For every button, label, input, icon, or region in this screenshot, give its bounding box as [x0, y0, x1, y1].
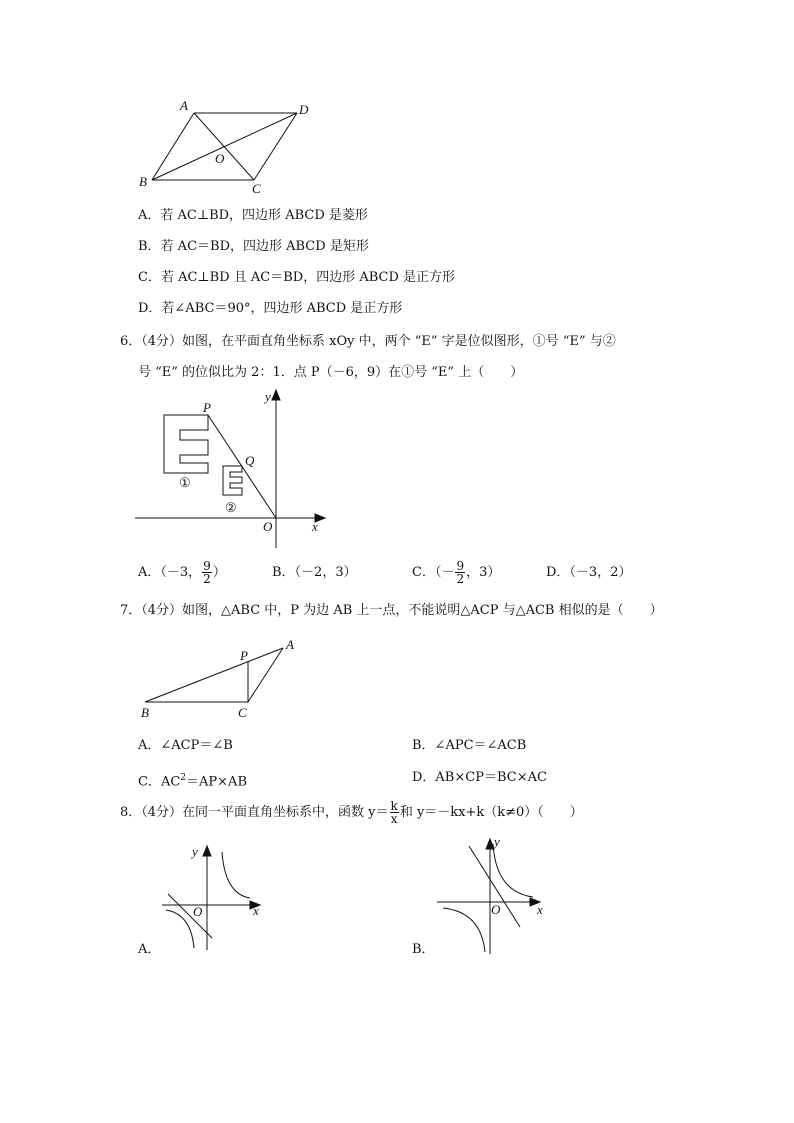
- fraction: [202, 560, 212, 585]
- q6-option-a-prefix: A．（－3，: [138, 565, 202, 580]
- label-origin: O: [491, 902, 501, 917]
- q6-stem-line1: 6．（4分）如图，在平面直角坐标系 xOy 中，两个 “E” 字是位似图形，①号 “E” 与②: [120, 334, 616, 349]
- q7-option-c-suffix: ＝AP×AB: [186, 774, 248, 790]
- axis-label-x: x: [253, 903, 259, 918]
- label-o: O: [215, 151, 225, 166]
- q7-option-c-prefix: C．AC: [138, 774, 181, 790]
- label-circled-1: ①: [179, 475, 191, 490]
- q7-option-d: D．AB×CP＝BC×AC: [412, 770, 547, 785]
- q7-stem: 7．（4分）如图，△ABC 中，P 为边 AB 上一点，不能说明△ACP 与△ACB 相似的是（ ）: [120, 603, 663, 618]
- axis-label-x: x: [537, 902, 543, 917]
- q7-option-c: [138, 770, 247, 790]
- fraction-numerator: k: [390, 799, 398, 813]
- label-c: C: [238, 705, 247, 720]
- q7-option-a: A．∠ACP＝∠B: [138, 738, 233, 753]
- label-origin: O: [263, 519, 273, 534]
- hyperbola-branch-q3: [443, 908, 485, 952]
- label-origin: O: [193, 904, 203, 919]
- q8-option-a: A．: [138, 942, 161, 957]
- fraction-denominator: 2: [456, 572, 465, 586]
- q8-stem-suffix: 和 y＝－kx+k（k≠0）（ ）: [399, 805, 583, 820]
- label-circled-2: ②: [225, 500, 237, 515]
- fraction-numerator: 9: [203, 559, 211, 573]
- straight-line: [168, 894, 212, 938]
- graph-b: [435, 832, 550, 957]
- label-q: Q: [245, 453, 255, 468]
- label-c: C: [252, 181, 261, 196]
- q6-stem-line2: 号 “E” 的位似比为 2：1．点 P（－6，9）在①号 “E” 上（ ）: [138, 365, 524, 380]
- q8-stem: [120, 800, 583, 825]
- q6-option-c-prefix: C．（－: [412, 565, 455, 580]
- label-p: P: [203, 400, 211, 415]
- q5-option-c: C．若 AC⊥BD 且 AC＝BD，四边形 ABCD 是正方形: [138, 270, 456, 285]
- graph-a: [160, 838, 270, 953]
- side-ca: [248, 648, 283, 702]
- q7-option-b: B．∠APC＝∠ACB: [412, 738, 527, 753]
- fraction-numerator: 9: [456, 559, 465, 573]
- side-ba: [145, 648, 283, 702]
- triangle-figure: [135, 635, 305, 725]
- q5-option-a: A．若 AC⊥BD，四边形 ABCD 是菱形: [138, 208, 368, 223]
- label-b: B: [139, 174, 147, 189]
- fraction-denominator: 2: [203, 572, 211, 586]
- q6-option-c-suffix: ，3）: [466, 565, 501, 580]
- q6-option-a: [138, 560, 226, 585]
- q6-option-d: D．（－3，2）: [546, 565, 632, 580]
- axis-label-y: y: [265, 389, 271, 404]
- axis-label-y: y: [494, 834, 500, 849]
- q6-option-c: [412, 560, 500, 585]
- q6-option-a-suffix: ）: [212, 565, 226, 580]
- q5-option-b: B．若 AC＝BD，四边形 ABCD 是矩形: [138, 239, 369, 254]
- homothety-e-figure: [135, 385, 335, 550]
- label-a: A: [286, 637, 294, 652]
- letter-e-1: [164, 415, 208, 473]
- label-d: D: [299, 102, 309, 117]
- superscript: 2: [180, 773, 187, 783]
- label-p: P: [240, 648, 248, 663]
- hyperbola-branch-q1: [222, 852, 250, 898]
- letter-e-2: [223, 466, 242, 495]
- hyperbola-branch-q1: [493, 844, 533, 897]
- axis-label-y: y: [192, 844, 198, 859]
- label-b: B: [141, 705, 149, 720]
- label-a: A: [180, 98, 188, 113]
- fraction-denominator: x: [390, 812, 398, 826]
- axis-label-x: x: [312, 519, 318, 534]
- q8-option-b: B．: [412, 942, 435, 957]
- q5-option-d: D．若∠ABC＝90°，四边形 ABCD 是正方形: [138, 301, 403, 316]
- fraction: [455, 560, 465, 585]
- fraction: [390, 800, 399, 825]
- parallelogram-figure: [130, 95, 320, 200]
- q6-option-b: B．（－2，3）: [272, 565, 357, 580]
- y-axis-arrow: [272, 390, 280, 400]
- y-axis-arrow: [203, 846, 211, 856]
- q8-stem-prefix: 8．（4分）在同一平面直角坐标系中，函数 y＝: [120, 805, 389, 820]
